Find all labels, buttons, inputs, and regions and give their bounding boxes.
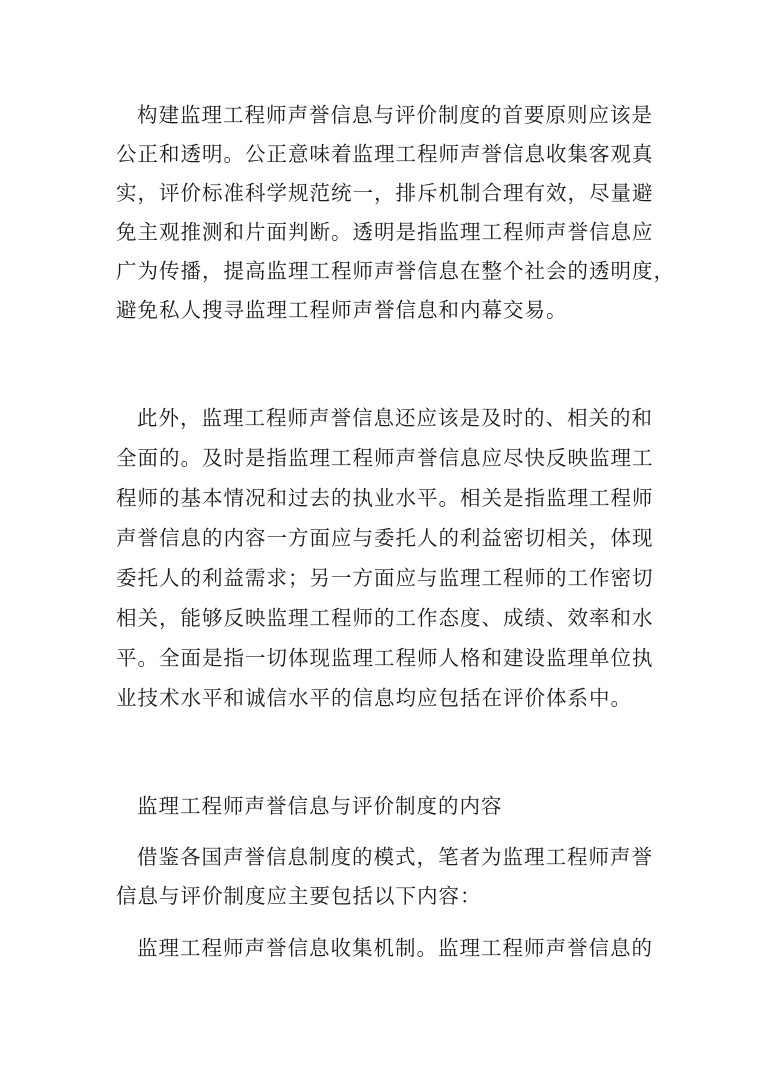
text-line: 全面的。及时是指监理工程师声誉信息应尽快反映监理工 — [116, 446, 654, 470]
text-line: 相关，能够反映监理工程师的工作态度、成绩、效率和水 — [116, 606, 654, 630]
text-line: 程师的基本情况和过去的执业水平。相关是指监理工程师 — [116, 486, 654, 510]
text-line: 业技术水平和诚信水平的信息均应包括在评价体系中。 — [116, 686, 632, 710]
text-line: 构建监理工程师声誉信息与评价制度的首要原则应该是 — [137, 103, 653, 127]
text-line: 免主观推测和片面判断。透明是指监理工程师声誉信息应 — [116, 220, 654, 244]
text-line: 平。全面是指一切体现监理工程师人格和建设监理单位执 — [116, 646, 654, 670]
text-line: 避免私人搜寻监理工程师声誉信息和内幕交易。 — [116, 298, 568, 322]
text-line: 广为传播，提高监理工程师声誉信息在整个社会的透明度， — [116, 259, 675, 283]
text-line: 监理工程师声誉信息收集机制。监理工程师声誉信息的 — [137, 936, 653, 960]
section-heading: 监理工程师声誉信息与评价制度的内容 — [137, 794, 503, 818]
text-line: 借鉴各国声誉信息制度的模式，笔者为监理工程师声誉 — [137, 845, 653, 869]
text-line: 信息与评价制度应主要包括以下内容： — [116, 884, 482, 908]
text-line: 此外，监理工程师声誉信息还应该是及时的、相关的和 — [137, 406, 653, 430]
text-line: 公正和透明。公正意味着监理工程师声誉信息收集客观真 — [116, 142, 654, 166]
text-line: 实，评价标准科学规范统一，排斥机制合理有效，尽量避 — [116, 181, 654, 205]
text-line: 声誉信息的内容一方面应与委托人的利益密切相关，体现 — [116, 526, 654, 550]
text-line: 委托人的利益需求；另一方面应与监理工程师的工作密切 — [116, 566, 654, 590]
